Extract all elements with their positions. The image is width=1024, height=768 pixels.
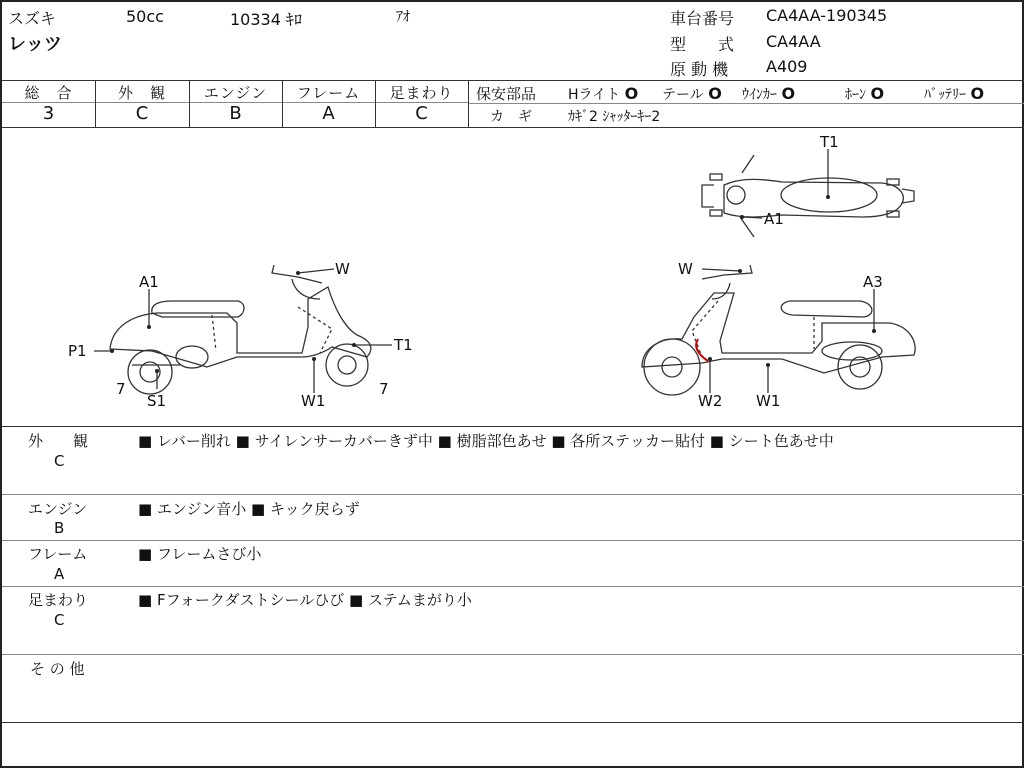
divider-line: [2, 80, 1024, 81]
label-right-w1: W1: [756, 392, 781, 410]
scooter-top-view: [702, 155, 914, 237]
note-items-suspension: ■ Fフォークダストシールひび ■ ステムまがり小: [138, 591, 472, 609]
note-title-suspension: 足まわり: [28, 591, 89, 609]
label-left-t1: T1: [394, 336, 413, 354]
grade-value-suspension: C: [415, 103, 428, 124]
label-right-w: W: [678, 260, 693, 278]
divider-line: [2, 722, 1024, 723]
safety-item-label: Hライト: [568, 87, 621, 103]
note-items-exterior: ■ レバー削れ ■ サイレンサーカバーきず中 ■ 樹脂部色あせ ■ 各所ステッカー貼付 ■ シート色あせ中: [138, 432, 834, 450]
engine-label: 原 動 機: [670, 60, 729, 79]
note-title-other: そ の 他: [30, 660, 85, 678]
label-left-s1: S1: [147, 392, 167, 410]
grade-header-engine: エンジン: [203, 84, 268, 102]
leader-line: [298, 269, 334, 273]
model-name: レッツ: [8, 34, 62, 55]
type-label: 型 式: [670, 35, 735, 54]
color-text: ｱｵ: [396, 9, 410, 25]
ok-mark: O: [970, 84, 985, 103]
ok-mark: O: [870, 84, 885, 103]
label-left-7a: 7: [116, 380, 126, 398]
note-grade-exterior: C: [54, 452, 65, 470]
grade-header-suspension: 足まわり: [389, 84, 454, 102]
label-right-a3: A3: [863, 273, 883, 291]
note-title-exterior: 外 観: [28, 432, 89, 450]
note-grade-suspension: C: [54, 611, 65, 629]
maker-text: スズキ: [8, 9, 57, 28]
mileage-text: 10334 ｷﾛ: [230, 10, 302, 29]
grade-value-engine: B: [229, 103, 242, 124]
note-items-frame: ■ フレームさび小: [138, 545, 262, 563]
divider-line: [2, 426, 1024, 427]
safety-item-label: ﾊﾞｯﾃﾘｰ: [924, 87, 966, 103]
safety-item-label: ﾎｰﾝ: [845, 87, 866, 103]
divider-line: [2, 586, 1024, 587]
grade-header-frame: フレーム: [296, 84, 361, 102]
scooter-diagram: [2, 127, 1024, 427]
label-top-t1: T1: [820, 133, 839, 151]
label-left-w1: W1: [301, 392, 326, 410]
grade-header-overall: 総 合: [24, 84, 73, 102]
safety-item-headlight: [568, 84, 638, 104]
divider-line: [2, 540, 1024, 541]
grade-value-exterior: C: [135, 103, 149, 124]
safety-item-label: テール: [662, 87, 704, 103]
label-left-7b: 7: [379, 380, 389, 398]
safety-item-battery: [924, 84, 984, 104]
grade-value-overall: 3: [42, 103, 55, 124]
engine-value: A409: [766, 57, 808, 76]
ok-mark: O: [781, 84, 796, 103]
ok-mark: O: [708, 84, 722, 103]
note-grade-frame: A: [54, 565, 65, 583]
leader-line: [702, 269, 740, 271]
divider-line: [2, 654, 1024, 655]
label-right-w2: W2: [698, 392, 723, 410]
ok-mark: O: [624, 84, 639, 103]
safety-item-horn: [845, 84, 884, 104]
type-value: CA4AA: [766, 32, 821, 51]
displacement-text: 50cc: [126, 7, 164, 26]
keys-value: ｶｷﾞ2 ｼｬｯﾀｰｷｰ2: [568, 109, 661, 125]
note-grade-engine: B: [54, 519, 65, 537]
divider-line: [468, 80, 469, 127]
note-title-engine: エンジン: [28, 500, 88, 518]
label-left-a1: A1: [139, 273, 159, 291]
frame-no-label: 車台番号: [670, 9, 735, 28]
label-left-w: W: [335, 260, 350, 278]
grade-value-frame: A: [322, 103, 335, 124]
note-title-frame: フレーム: [28, 545, 88, 563]
keys-label: カ ギ: [490, 109, 532, 125]
divider-line: [2, 494, 1024, 495]
grade-header-exterior: 外 観: [117, 84, 166, 102]
safety-item-tail: [662, 84, 722, 104]
safety-item-label: ｳｲﾝｶｰ: [742, 87, 777, 103]
frame-no-value: CA4AA-190345: [766, 6, 888, 25]
safety-parts-label: 保安部品: [476, 85, 537, 103]
note-items-engine: ■ エンジン音小 ■ キック戻らず: [138, 500, 360, 518]
safety-item-winker: [742, 84, 795, 104]
label-top-a1: A1: [764, 210, 784, 228]
label-left-p1: P1: [68, 342, 87, 360]
